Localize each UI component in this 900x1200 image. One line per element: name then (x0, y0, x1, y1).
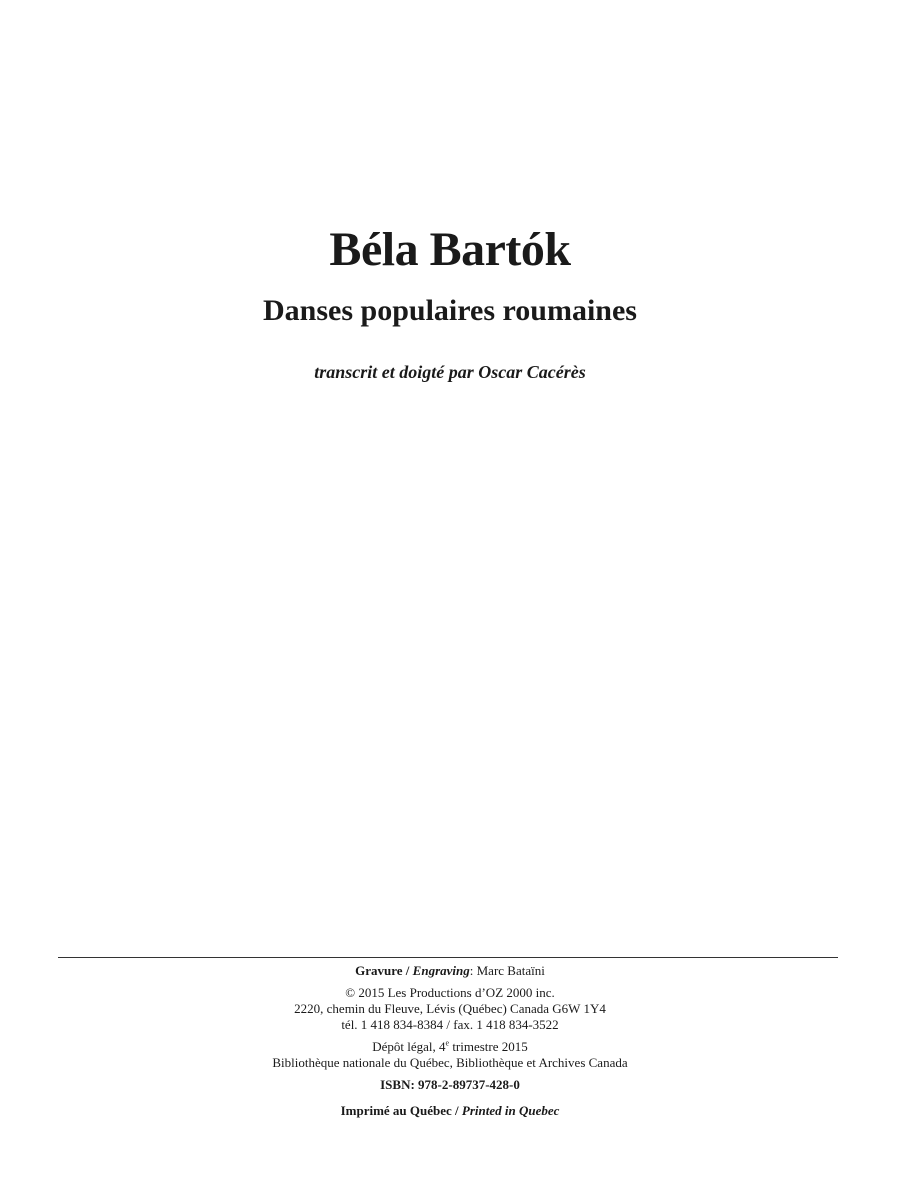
libraries-line: Bibliothèque nationale du Québec, Bibliothèque et Archives Canada (272, 1055, 628, 1070)
legal-deposit-post: trimestre 2015 (449, 1039, 528, 1054)
engraving-separator: / (402, 963, 413, 978)
transcription-credit: transcrit et doigté par Oscar Cacérès (314, 362, 586, 382)
colophon (0, 963, 900, 1119)
engraving-label-en: Engraving (412, 963, 470, 978)
legal-deposit-sup: e (445, 1038, 450, 1048)
publisher-phone-fax: tél. 1 418 834-8384 / fax. 1 418 834-3522 (341, 1017, 559, 1032)
engraving-credit (0, 963, 900, 979)
work-title: Danses populaires roumaines (263, 294, 637, 327)
colophon-divider (58, 957, 838, 958)
legal-deposit-pre: Dépôt légal, 4 (372, 1039, 446, 1054)
printed-en: Printed in Quebec (461, 1103, 560, 1118)
publisher-address: 2220, chemin du Fleuve, Lévis (Québec) Canada G6W 1Y4 (294, 1001, 606, 1016)
legal-deposit (0, 1039, 900, 1055)
copyright-line: © 2015 Les Productions d’OZ 2000 inc. (345, 985, 555, 1000)
engraving-colon: : (469, 963, 477, 978)
engraving-label-fr: Gravure (355, 963, 403, 978)
composer-name: Béla Bartók (329, 223, 571, 276)
engraver-name: Marc Bataïni (476, 963, 545, 978)
isbn: ISBN: 978-2-89737-428-0 (380, 1077, 520, 1092)
printed-fr: Imprimé au Québec (340, 1103, 452, 1118)
printed-separator: / (451, 1103, 462, 1118)
printed-in (0, 1103, 900, 1119)
